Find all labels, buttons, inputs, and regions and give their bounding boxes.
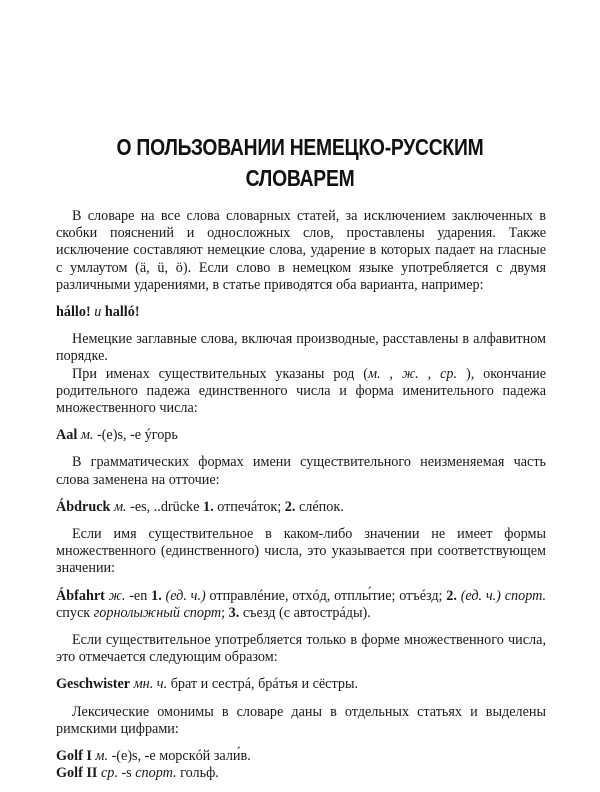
example-abfahrt: Ábfahrt ж. -en 1. (ед. ч.) отправлéние, отхóд, отплы́тие; отъéзд; 2. (ед. ч.) спорт. спуск горнолыжный спорт; 3. съезд (с автострáды). (56, 587, 547, 621)
gram-label: м. (113, 498, 127, 515)
example-geschwister: Geschwister мн. ч. брат и сестрá, брáтья и сёстры. (56, 676, 359, 693)
headword: halló! (104, 304, 140, 321)
headword: Geschwister (56, 676, 131, 693)
gram-label: м. (95, 748, 109, 765)
paragraph-gender: При именах существительных указаны род (м. , ж. , ср. ), окончание родительного падежа единственного числа и форма именительного падежа множественного числа: (56, 365, 547, 417)
gram-label: м. (80, 427, 94, 444)
headword: Aal (56, 427, 78, 444)
headword: Ábdruck (56, 498, 111, 515)
example-aal: Aal м. -(e)s, -e ýгорь (56, 427, 178, 444)
title-line-2: СЛОВАРЕМ (245, 165, 355, 191)
example-golf-1: Golf I м. -(e)s, -e морскóй зали́в. (56, 748, 251, 765)
gram-label: ср. (440, 365, 458, 382)
example-golf-2: Golf II ср. -s спорт. гольф. (56, 765, 219, 782)
body-text (56, 208, 546, 792)
paragraph-number-forms: Если имя существительное в каком-либо значении не имеет формы множественного (единственного) числа, это указывается при соответствующем значении: (56, 526, 546, 577)
paragraph-plural-only: Если существительное употребляется только в форме множественного числа, это отмечается следующим образом: (56, 632, 546, 666)
paragraph-ellipsis: В грамматических формах имени существительного неизменяемая часть слова заменена на отточие: (56, 454, 546, 488)
headword: Ábfahrt (56, 587, 105, 604)
headword: Golf II (56, 765, 98, 782)
example-abdruck: Ábdruck м. -es, ..drücke 1. отпечáток; 2. слéпок. (56, 498, 344, 515)
page-title (82, 132, 519, 194)
paragraph-alphabetical: Немецкие заглавные слова, включая производные, расставлены в алфавитном порядке. (56, 331, 546, 365)
gram-label: ср. (100, 765, 118, 782)
title-line-1: О ПОЛЬЗОВАНИИ НЕМЕЦКО-РУССКИМ (116, 134, 484, 160)
gram-label: мн. ч. (133, 676, 168, 693)
example-hallo (56, 304, 546, 321)
conjunction: и (94, 304, 102, 321)
paragraph-homonyms: Лексические омонимы в словаре даны в отдельных статьях и выделены римскими цифрами: (56, 703, 546, 737)
paragraph-accents: В словаре на все слова словарных статей, за исключением заключенных в скобки пояснений и односложных слов, проставлены ударения. Также исключение составляют немецкие слова, ударение в которых падает на гласные с умлаутом (ä, ü, ö). Если слово в немецком языке употребляется с двумя различными ударениями, в статье приводятся оба варианта, например: (56, 208, 546, 293)
headword: hállo! (56, 304, 91, 321)
gram-label: м. (368, 365, 381, 382)
gram-label: ж. (108, 587, 126, 604)
headword: Golf I (56, 748, 92, 765)
gram-label: ж. (401, 365, 419, 382)
